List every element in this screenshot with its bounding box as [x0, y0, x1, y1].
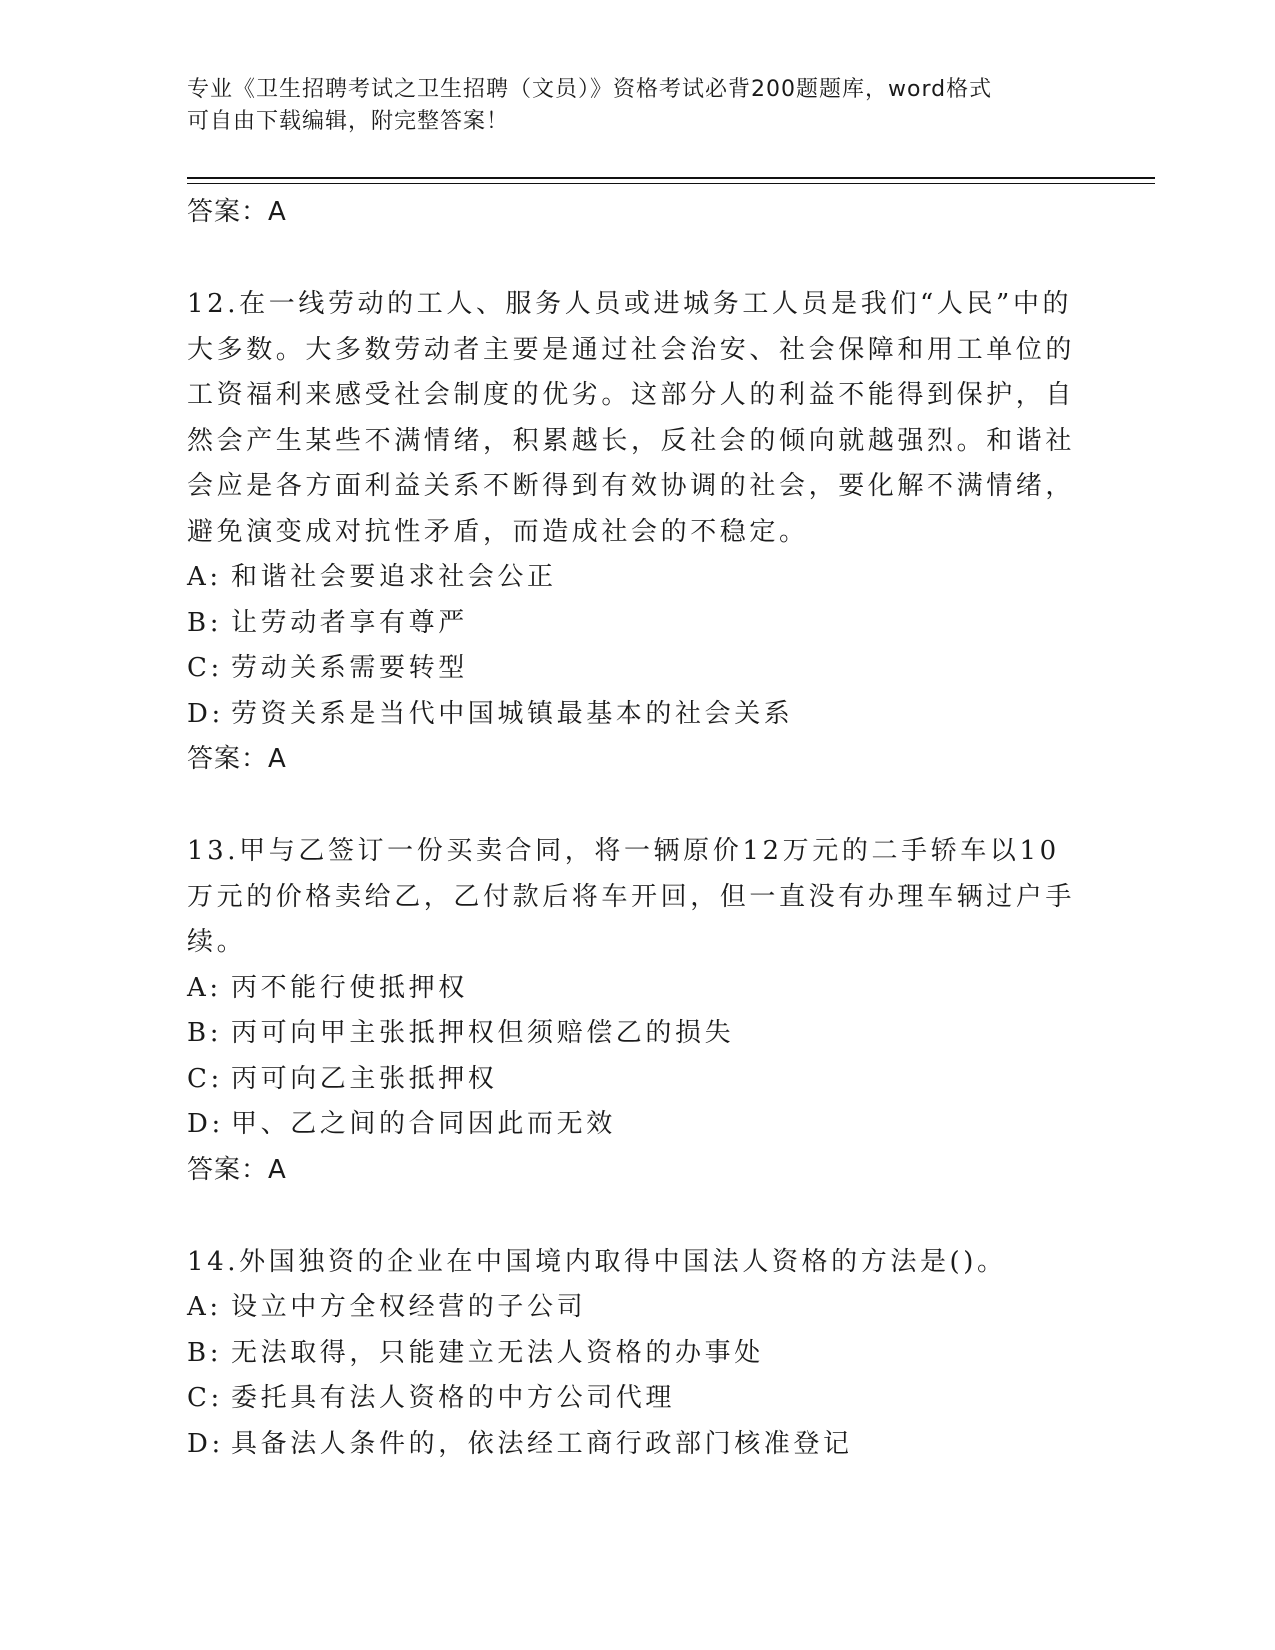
option-text: 具备法人条件的，依法经工商行政部门核准登记: [231, 1428, 853, 1459]
option-c: [187, 646, 1087, 692]
option-b: [187, 1331, 1087, 1377]
question-12: [187, 282, 1087, 781]
option-text: 甲、乙之间的合同因此而无效: [231, 1109, 616, 1139]
option-b: [187, 601, 1087, 647]
option-letter: D:: [187, 1109, 224, 1139]
answer-label: 答案：: [187, 744, 269, 774]
option-letter: C:: [187, 653, 223, 683]
option-text: 让劳动者享有尊严: [231, 607, 468, 638]
option-text: 委托具有法人资格的中方公司代理: [231, 1383, 676, 1413]
option-letter: C:: [187, 1063, 223, 1094]
header-line-1: 专业《卫生招聘考试之卫生招聘（文员）》资格考试必背200题题库，word格式: [187, 77, 993, 102]
answer-line: [187, 1148, 1087, 1192]
answer-line: [187, 737, 1087, 781]
header-rule-thick: [187, 177, 1155, 179]
question-stem: [187, 829, 1087, 966]
option-c: [187, 1057, 1087, 1103]
option-b: [187, 1011, 1087, 1057]
option-a: [187, 555, 1087, 601]
option-text: 劳资关系是当代中国城镇最基本的社会关系: [231, 698, 794, 729]
answer-label: 答案：: [187, 1154, 269, 1185]
option-text: 丙可向甲主张抵押权但须赔偿乙的损失: [231, 1018, 735, 1048]
option-text: 劳动关系需要转型: [231, 653, 468, 683]
page-header: [187, 74, 1087, 138]
option-text: 丙不能行使抵押权: [231, 972, 468, 1003]
option-d: [187, 1422, 1087, 1468]
option-a: [187, 966, 1087, 1012]
question-14: [187, 1240, 1087, 1468]
option-letter: A:: [187, 1292, 222, 1322]
option-text: 丙可向乙主张抵押权: [231, 1063, 498, 1094]
header-line-2: 可自由下载编辑，附完整答案！: [187, 109, 510, 134]
option-letter: B:: [187, 1018, 223, 1048]
question-text: 外国独资的企业在中国境内取得中国法人资格的方法是()。: [239, 1246, 1007, 1277]
question-stem: [187, 1240, 1087, 1286]
option-d: [187, 692, 1087, 738]
question-number: 13.: [187, 836, 240, 866]
question-text: 甲与乙签订一份买卖合同，将一辆原价12万元的二手轿车以10万元的价格卖给乙，乙付款后将车开回，但一直没有办理车辆过户手续。: [187, 836, 1076, 957]
answer-value: A: [268, 1154, 287, 1185]
header-rule-thin: [187, 183, 1155, 184]
answer-label: 答案：: [187, 197, 269, 227]
option-text: 设立中方全权经营的子公司: [231, 1292, 587, 1322]
answer-value: A: [268, 197, 287, 227]
option-d: [187, 1102, 1087, 1148]
option-letter: A:: [187, 972, 222, 1003]
option-letter: B:: [187, 1337, 223, 1368]
option-a: [187, 1285, 1087, 1331]
option-letter: C:: [187, 1383, 223, 1413]
question-stem: [187, 282, 1087, 555]
question-number: 12.: [187, 289, 240, 319]
option-letter: D:: [187, 1428, 224, 1459]
option-letter: B:: [187, 607, 223, 638]
option-letter: D:: [187, 698, 224, 729]
question-13: [187, 829, 1087, 1192]
option-letter: A:: [187, 562, 222, 592]
answer-value: A: [268, 744, 287, 774]
question-list: [187, 190, 1087, 1467]
option-c: [187, 1376, 1087, 1422]
question-text: 在一线劳动的工人、服务人员或进城务工人员是我们“人民”中的大多数。大多数劳动者主要是通过社会治安、社会保障和用工单位的工资福利来感受社会制度的优劣。这部分人的利益不能得到保护，自然会产生某些不满情绪，积累越长，反社会的倾向就越强烈。和谐社会应是各方面利益关系不断得到有效协调的社会，要化解不满情绪，避免演变成对抗性矛盾，而造成社会的不稳定。: [187, 289, 1076, 547]
answer-line: [187, 190, 1087, 234]
option-text: 和谐社会要追求社会公正: [231, 562, 557, 592]
question-number: 14.: [187, 1246, 240, 1277]
option-text: 无法取得，只能建立无法人资格的办事处: [231, 1337, 764, 1368]
